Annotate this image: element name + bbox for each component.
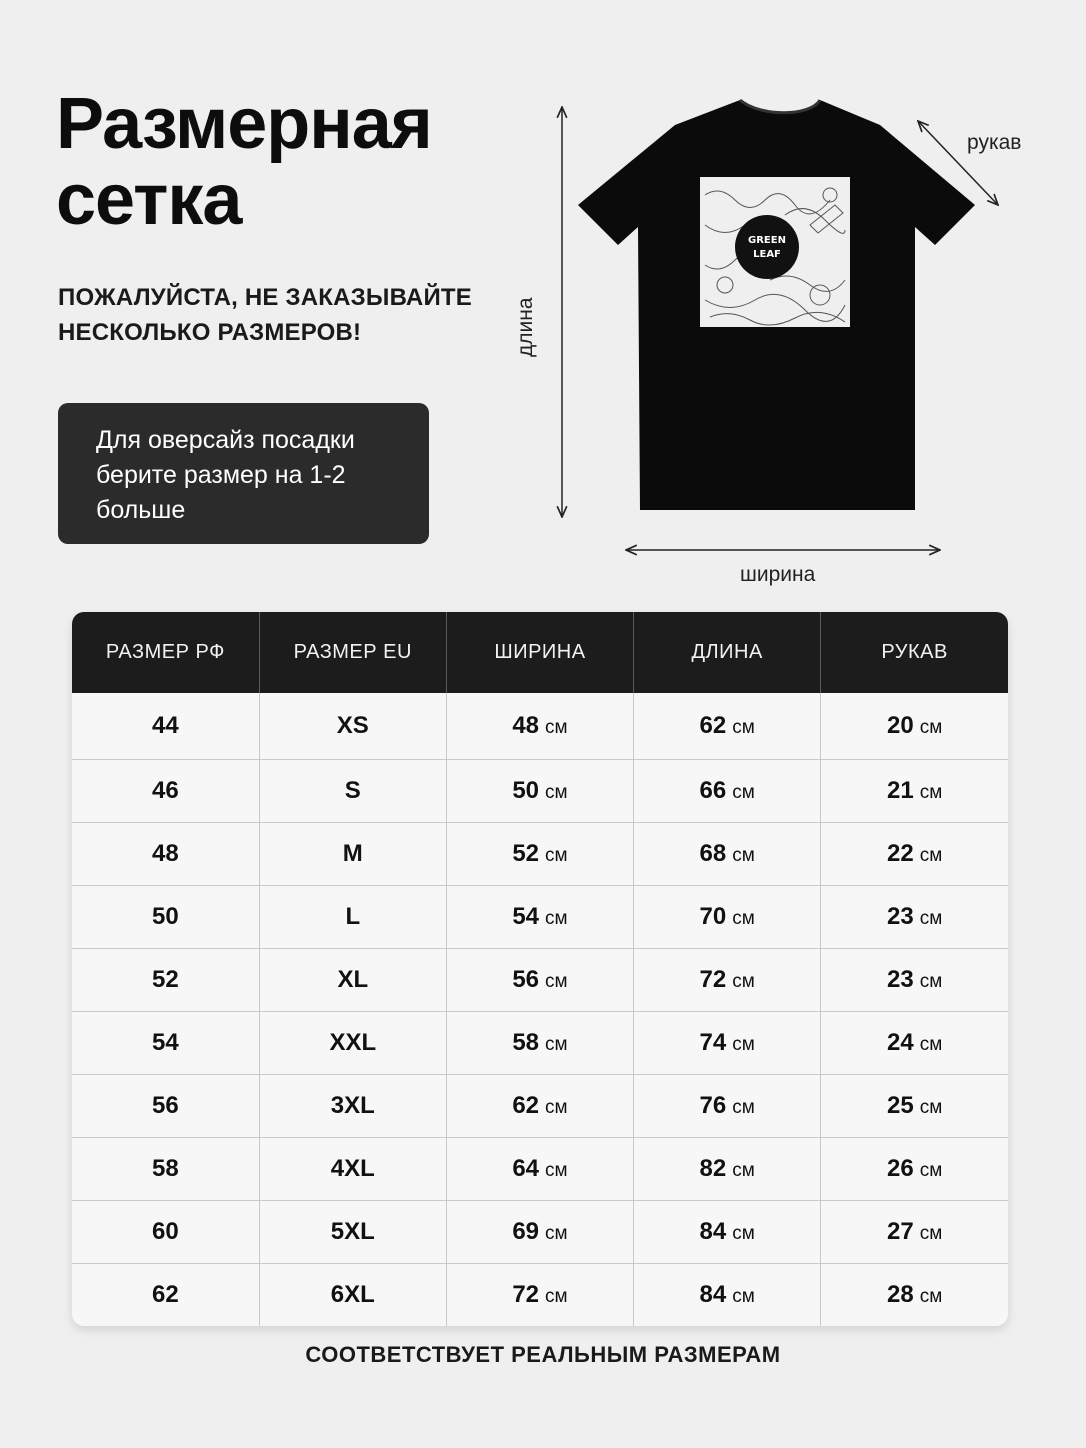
cell-value: M [342, 840, 363, 867]
cell-ru-size [72, 1012, 259, 1075]
cell-length [634, 886, 821, 949]
cell-value: 52 [151, 966, 179, 993]
cell-ru-size [72, 1264, 259, 1327]
cell-eu-size [259, 1264, 446, 1327]
header-width: ШИРИНА [446, 612, 633, 693]
cell-value: 46 [151, 777, 179, 804]
cell-eu-size [259, 1075, 446, 1138]
cell-eu-size [259, 886, 446, 949]
cell-width [446, 823, 633, 886]
cell-sleeve [821, 1075, 1008, 1138]
header-length: ДЛИНА [634, 612, 821, 693]
cell-value: 62 [151, 1281, 179, 1308]
unit-label: см [545, 1286, 568, 1307]
cell-value: 62 [699, 712, 727, 739]
cell-sleeve [821, 949, 1008, 1012]
table-row [72, 693, 1008, 760]
cell-value: 74 [699, 1029, 727, 1056]
size-table [72, 612, 1008, 1326]
cell-value: 3XL [330, 1092, 375, 1119]
unit-label: см [732, 1097, 755, 1118]
cell-sleeve [821, 1264, 1008, 1327]
unit-label: см [732, 908, 755, 929]
unit-label: см [732, 845, 755, 866]
cell-value: 54 [151, 1029, 179, 1056]
cell-ru-size [72, 1075, 259, 1138]
unit-label: см [732, 1160, 755, 1181]
table-row [72, 1012, 1008, 1075]
unit-label: см [919, 1097, 943, 1118]
cell-value: 50 [512, 777, 540, 804]
title-line-1: Размерная [56, 84, 432, 164]
unit-label: см [919, 845, 943, 866]
cell-length [634, 1012, 821, 1075]
unit-label: см [732, 782, 755, 803]
cell-width [446, 886, 633, 949]
cell-value: XXL [329, 1029, 377, 1056]
unit-label: см [919, 908, 943, 929]
cell-sleeve [821, 693, 1008, 760]
unit-label: см [919, 717, 943, 738]
print-logo-line-1: GREEN [748, 235, 786, 246]
length-label: длина [514, 297, 537, 357]
unit-label: см [545, 1097, 568, 1118]
print-logo-badge [735, 215, 799, 279]
cell-value: 62 [512, 1092, 540, 1119]
cell-eu-size [259, 1138, 446, 1201]
cell-length [634, 823, 821, 886]
cell-value: 70 [699, 903, 727, 930]
header-ru-size: РАЗМЕР РФ [72, 612, 259, 693]
cell-ru-size [72, 760, 259, 823]
cell-value: 54 [512, 903, 540, 930]
cell-value: 52 [512, 840, 540, 867]
cell-value: 20 [886, 712, 914, 739]
unit-label: см [545, 908, 568, 929]
page-title [56, 86, 432, 238]
cell-value: 22 [886, 840, 914, 867]
width-label: ширина [740, 563, 816, 586]
cell-width [446, 1075, 633, 1138]
cell-sleeve [821, 886, 1008, 949]
cell-value: 82 [699, 1155, 727, 1182]
table-header-row [72, 612, 1008, 693]
cell-ru-size [72, 1201, 259, 1264]
cell-sleeve [821, 760, 1008, 823]
table-row [72, 1075, 1008, 1138]
cell-value: L [345, 903, 361, 930]
cell-length [634, 1201, 821, 1264]
unit-label: см [545, 1223, 568, 1244]
tshirt-illustration [520, 95, 1060, 595]
cell-value: 23 [886, 966, 914, 993]
cell-value: 48 [151, 840, 179, 867]
table-row [72, 1264, 1008, 1327]
cell-width [446, 1138, 633, 1201]
cell-value: 25 [886, 1092, 914, 1119]
cell-value: 44 [151, 712, 179, 739]
unit-label: см [545, 845, 568, 866]
cell-value: 58 [151, 1155, 179, 1182]
unit-label: см [732, 717, 755, 738]
table-row [72, 760, 1008, 823]
cell-value: 84 [699, 1281, 727, 1308]
unit-label: см [545, 717, 568, 738]
cell-value: XL [337, 966, 369, 993]
note-line-3: больше [96, 496, 186, 524]
cell-length [634, 1138, 821, 1201]
unit-label: см [919, 1160, 943, 1181]
cell-value: 76 [699, 1092, 727, 1119]
cell-value: 64 [512, 1155, 540, 1182]
cell-eu-size [259, 760, 446, 823]
unit-label: см [545, 782, 568, 803]
unit-label: см [545, 1160, 568, 1181]
cell-width [446, 1201, 633, 1264]
cell-width [446, 949, 633, 1012]
title-line-2: сетка [56, 160, 242, 240]
cell-value: 21 [886, 777, 914, 804]
warning-line-2: НЕСКОЛЬКО РАЗМЕРОВ! [58, 319, 362, 346]
cell-sleeve [821, 1201, 1008, 1264]
unit-label: см [732, 1223, 755, 1244]
cell-eu-size [259, 693, 446, 760]
header-eu-size: РАЗМЕР EU [259, 612, 446, 693]
unit-label: см [545, 971, 568, 992]
cell-value: 24 [886, 1029, 914, 1056]
cell-length [634, 1075, 821, 1138]
cell-value: 68 [699, 840, 727, 867]
cell-value: 72 [699, 966, 727, 993]
print-logo-line-2: LEAF [753, 249, 781, 260]
cell-value: S [344, 777, 361, 804]
header-sleeve: РУКАВ [821, 612, 1008, 693]
cell-ru-size [72, 693, 259, 760]
footer-note: СООТВЕТСТВУЕТ РЕАЛЬНЫМ РАЗМЕРАМ [305, 1342, 781, 1367]
cell-length [634, 693, 821, 760]
cell-value: 28 [886, 1281, 914, 1308]
cell-width [446, 1264, 633, 1327]
unit-label: см [919, 782, 943, 803]
cell-sleeve [821, 1138, 1008, 1201]
cell-ru-size [72, 1138, 259, 1201]
cell-value: 27 [886, 1218, 914, 1245]
cell-eu-size [259, 1201, 446, 1264]
table-row [72, 949, 1008, 1012]
cell-eu-size [259, 949, 446, 1012]
unit-label: см [919, 971, 943, 992]
unit-label: см [732, 971, 755, 992]
cell-value: 50 [151, 903, 179, 930]
unit-label: см [545, 1034, 568, 1055]
cell-value: 56 [512, 966, 540, 993]
cell-eu-size [259, 1012, 446, 1075]
cell-value: 5XL [330, 1218, 375, 1245]
oversize-note [58, 403, 429, 544]
cell-value: 26 [886, 1155, 914, 1182]
table-row [72, 1138, 1008, 1201]
table-row [72, 886, 1008, 949]
warning-line-1: ПОЖАЛУЙСТА, НЕ ЗАКАЗЫВАЙТЕ [58, 284, 472, 311]
cell-ru-size [72, 886, 259, 949]
cell-width [446, 760, 633, 823]
unit-label: см [919, 1034, 943, 1055]
unit-label: см [919, 1286, 943, 1307]
cell-value: XS [336, 712, 369, 739]
cell-ru-size [72, 823, 259, 886]
cell-sleeve [821, 823, 1008, 886]
unit-label: см [732, 1034, 755, 1055]
cell-value: 84 [699, 1218, 727, 1245]
cell-width [446, 1012, 633, 1075]
cell-ru-size [72, 949, 259, 1012]
unit-label: см [732, 1286, 755, 1307]
cell-sleeve [821, 1012, 1008, 1075]
cell-value: 6XL [330, 1281, 375, 1308]
note-line-2: берите размер на 1-2 [96, 461, 346, 489]
warning-text [58, 280, 472, 350]
cell-width [446, 693, 633, 760]
cell-value: 56 [151, 1092, 179, 1119]
cell-value: 23 [886, 903, 914, 930]
table-row [72, 1201, 1008, 1264]
cell-length [634, 949, 821, 1012]
cell-value: 4XL [330, 1155, 375, 1182]
cell-value: 60 [151, 1218, 179, 1245]
cell-value: 48 [512, 712, 540, 739]
tshirt-diagram [514, 95, 1060, 595]
unit-label: см [919, 1223, 943, 1244]
cell-length [634, 760, 821, 823]
cell-value: 72 [512, 1281, 540, 1308]
cell-length [634, 1264, 821, 1327]
cell-value: 66 [699, 777, 727, 804]
sleeve-label: рукав [967, 131, 1022, 154]
cell-value: 69 [512, 1218, 540, 1245]
cell-value: 58 [512, 1029, 540, 1056]
note-line-1: Для оверсайз посадки [96, 426, 355, 454]
cell-eu-size [259, 823, 446, 886]
table-row [72, 823, 1008, 886]
